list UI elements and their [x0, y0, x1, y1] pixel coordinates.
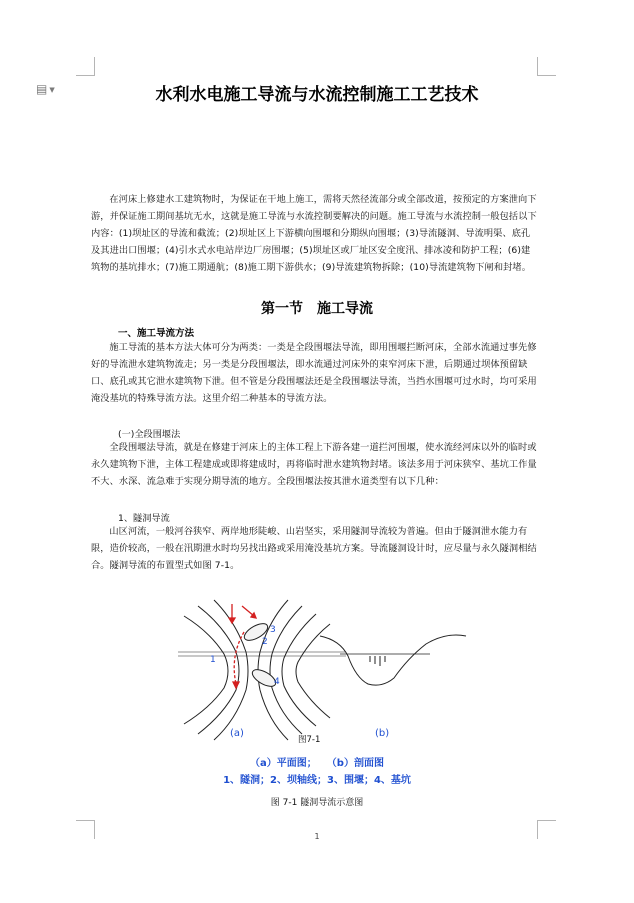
- document-menu-icon[interactable]: ▤ ▼: [36, 82, 55, 96]
- crop-mark-top-left: [76, 57, 95, 76]
- tunnel-diversion-figure: [170, 596, 470, 746]
- subheading-methods: 一、施工导流方法: [118, 328, 195, 339]
- full-cofferdam-paragraph: 全段围堰法导流，就是在修建于河床上的主体工程上下游各建一道拦河围堰，使水流经河床以外的临时或永久建筑物下泄，主体工程建成或即将建成时，再将临时泄水建筑物封堵。该法多用于河床狭窄、基坑工作量不大、水深、流急难于实现分期导流的地方。全段围堰法按其泄水道类型有以下几种：: [91, 442, 537, 487]
- methods-paragraph: 施工导流的基本方法大体可分为两类：一类是全段围堰法导流，即用围堰拦断河床，全部水流通过事先修好的导流泄水建筑物流走；另一类是分段围堰法，即水流通过河床外的束窄河床下泄，后期通过坝体预留缺口、底孔或其它泄水建筑物下泄。但不管是分段围堰法还是全段围堰法导流，当挡水围堰可过水时，均可采用淹没基坑的特殊导流方法。这里介绍二种基本的导流方法。: [91, 342, 537, 404]
- document-title: 水利水电施工导流与水流控制施工工艺技术: [155, 85, 479, 105]
- figure-number-2: 2: [262, 637, 268, 647]
- crop-mark-top-right: [537, 57, 556, 76]
- figure-legend-views: （a）平面图； （b）剖面图: [250, 758, 384, 769]
- subheading-tunnel: 1、隧洞导流: [118, 513, 170, 524]
- tunnel-paragraph: 山区河流，一般河谷狭窄、两岸地形陡峻、山岩坚实，采用隧洞导流较为普遍。但由于隧洞泄水能力有限，造价较高，一般在汛期泄水时均另找出路或采用淹没基坑方案。导流隧洞设计时，应尽量与永久隧洞相结合。隧洞导流的布置型式如图 7-1。: [91, 526, 537, 571]
- figure-label-a: (a): [230, 728, 244, 739]
- figure-legend-items: 1、隧洞；2、坝轴线；3、围堰；4、基坑: [223, 775, 411, 786]
- section-title: 第一节 施工导流: [261, 301, 373, 317]
- figure-caption: 图 7-1 隧洞导流示意图: [270, 798, 364, 808]
- intro-paragraph: 在河床上修建水工建筑物时，为保证在干地上施工，需将天然径流部分或全部改道，按预定的方案泄向下游，并保证施工期间基坑无水，这就是施工导流与水流控制要解决的问题。施工导流与水流控制一般包括以下内容：(1)坝址区的导流和截流；(2)坝址区上下游横向围堰和分期纵向围堰；(3)导流隧洞、导流明渠、底孔及其进出口围堰；(4)引水式水电站岸边厂房围堰；(5)坝址区或厂址区安全度汛、排冰凌和防护工程；(6)建筑物的基坑排水；(7)施工期通航；(8)施工期下游供水；(9)导流建筑物拆除；(10)导流建筑物下闸和封堵。: [91, 194, 537, 273]
- page-number: 1: [314, 832, 320, 841]
- figure-number-3: 3: [270, 625, 276, 635]
- figure-number-4: 4: [274, 677, 280, 687]
- figure-inner-caption: 图7-1: [298, 735, 321, 745]
- figure-label-b: (b): [375, 728, 390, 739]
- subheading-full-cofferdam: (一)全段围堰法: [118, 429, 181, 440]
- figure-number-1: 1: [210, 655, 216, 665]
